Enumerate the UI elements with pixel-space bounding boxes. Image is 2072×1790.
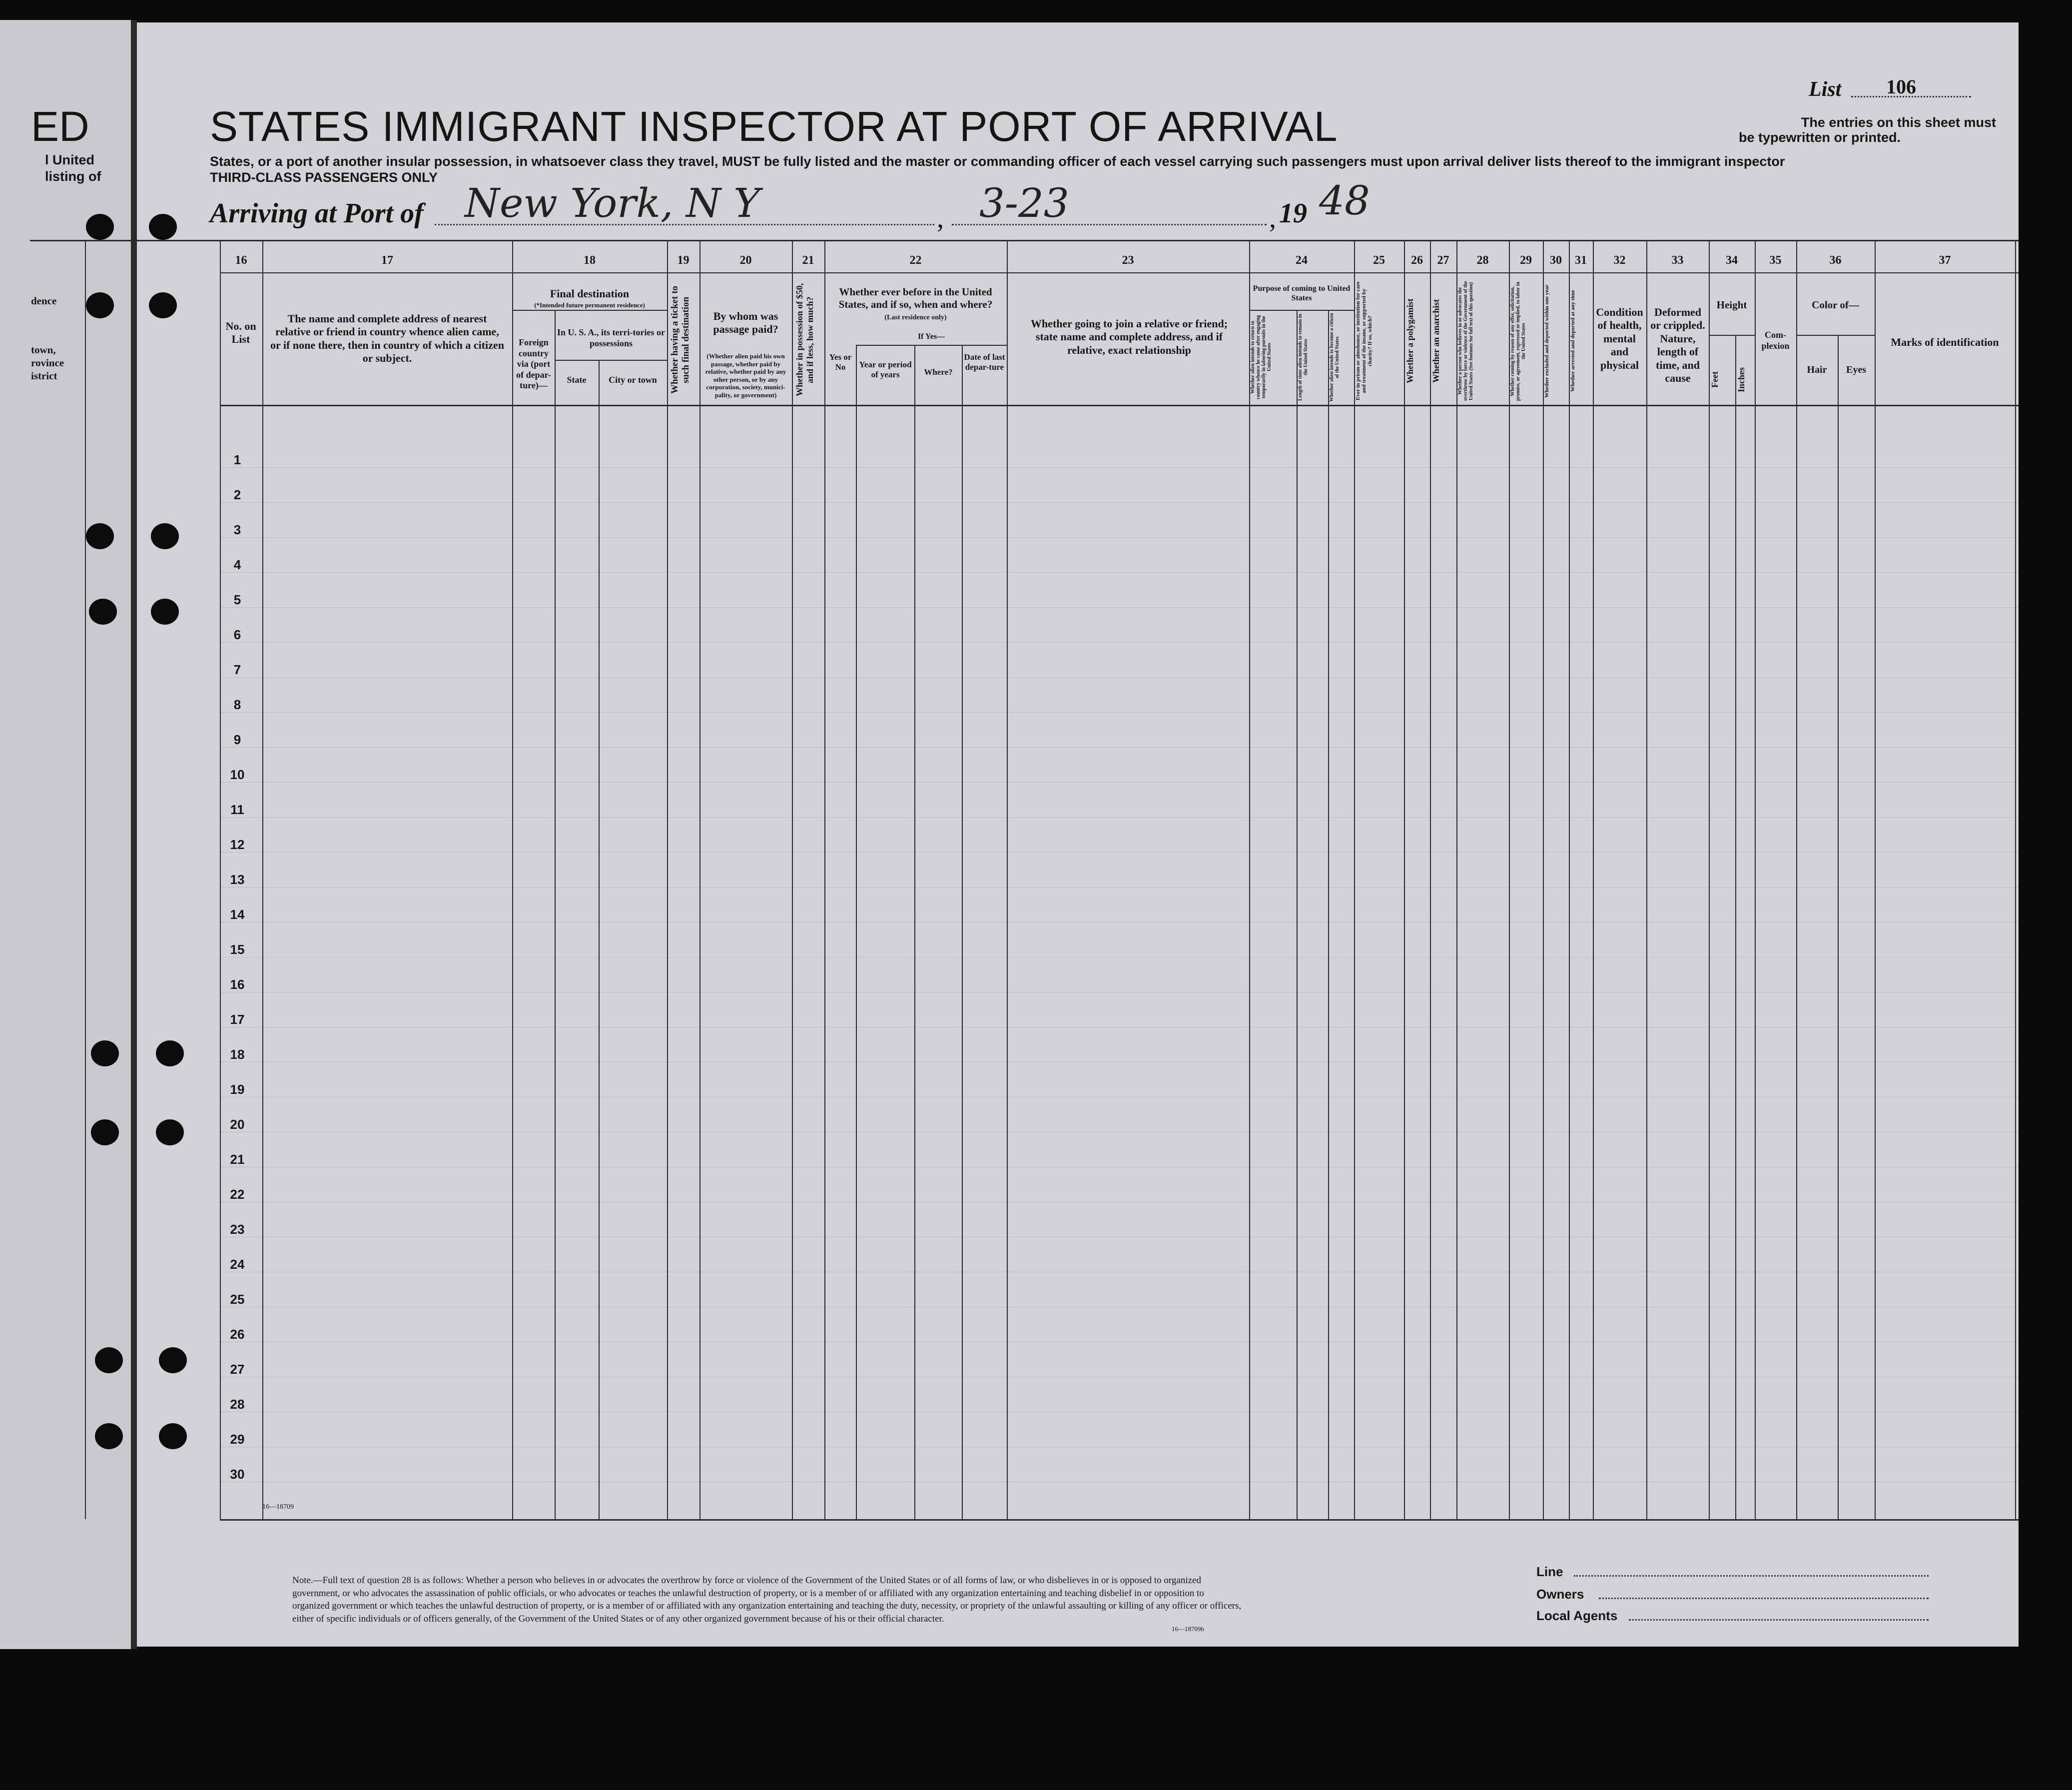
row-number: 30 (230, 1467, 245, 1482)
row-number: 27 (230, 1362, 245, 1377)
ruled-line (220, 712, 2019, 713)
col-line-18 (512, 240, 513, 1519)
col-line-22a (856, 345, 857, 1519)
row-number: 17 (230, 1012, 245, 1027)
hdr-anarchist: Whether an anarchist (1431, 299, 1441, 383)
hdr-feet: Feet (1710, 371, 1720, 388)
row-number: 18 (230, 1047, 245, 1062)
ruled-line (220, 572, 2019, 573)
col-line-24b (1328, 310, 1329, 1519)
row-number: 5 (233, 592, 241, 607)
row-number: 8 (233, 697, 241, 712)
row-number: 29 (230, 1432, 245, 1447)
date-handwritten: 3-23 (979, 180, 1069, 226)
col-line-18b (599, 360, 600, 1519)
class-note: THIRD-CLASS PASSENGERS ONLY (210, 170, 438, 185)
hdr-purpose: Purpose of coming to United States (1253, 284, 1351, 303)
arriving-label: Arriving at Port of (210, 198, 424, 229)
col-line-left-a (85, 240, 86, 1519)
row-number: 3 (233, 522, 241, 537)
row-number: 21 (230, 1152, 245, 1167)
col-line-28 (1456, 240, 1457, 1519)
row-number: 20 (230, 1117, 245, 1132)
colnum-37: 37 (1939, 254, 1951, 267)
colnum-17: 17 (381, 254, 393, 267)
form-code: 16—18709 (262, 1503, 294, 1511)
ruled-line (220, 747, 2019, 748)
col-line-22b (914, 345, 915, 1519)
row-number: 11 (230, 802, 244, 817)
col-line-27 (1430, 240, 1431, 1519)
punch-hole (95, 1347, 123, 1373)
hdr-relative-address: The name and complete address of nearest relative or friend in country whence alien came, or if none there, then in country of which a citizen or subject. (270, 312, 504, 365)
punch-hole (159, 1423, 187, 1449)
hdr-city-town: City or town (609, 375, 657, 385)
hdr-date-departure: Date of last depar-ture (964, 352, 1005, 372)
ruled-line (220, 887, 2019, 888)
colnum-29: 29 (1520, 254, 1532, 267)
col-line-22 (824, 240, 825, 1519)
colnum-31: 31 (1575, 254, 1587, 267)
col-line-21 (792, 240, 793, 1519)
punch-hole (156, 1040, 184, 1066)
punch-hole (159, 1347, 187, 1373)
punch-hole (86, 214, 114, 240)
hdr-where: Where? (924, 367, 953, 377)
colnum-32: 32 (1613, 254, 1626, 267)
hdr-join-relative: Whether going to join a relative or friend; state name and complete address, and if relative, exact relationship (1030, 317, 1228, 356)
list-number: 106 (1886, 75, 1916, 98)
rule-22-ifyes (856, 345, 1007, 346)
hdr-final-destination: Final destination (550, 287, 630, 300)
colnum-22: 22 (909, 254, 922, 267)
hdr-eyes: Eyes (1846, 364, 1866, 375)
col-line-19 (667, 240, 668, 1519)
rule-18-usa (555, 360, 667, 361)
ruled-line (220, 817, 2019, 818)
colnum-26: 26 (1411, 254, 1423, 267)
hdr-ever-before-sub: (Last residence only) (884, 314, 947, 321)
hdr-purpose-length: Length of time alien intends to remain in the United States (1298, 314, 1309, 401)
hdr-inches: Inches (1736, 367, 1746, 393)
punch-hole (151, 523, 179, 549)
colnum-23: 23 (1122, 254, 1134, 267)
left-line-2: listing of (45, 169, 101, 184)
hdr-fifty-dollars: Whether in possession of $50, and if less, how much? (794, 283, 815, 397)
colnum-34: 34 (1726, 254, 1738, 267)
row-number: 28 (230, 1397, 245, 1412)
port-handwritten: New York, N Y (465, 180, 760, 226)
hdr-ticket: Whether having a ticket to such final destination (670, 285, 691, 394)
footnote-question-28: Note.—Full text of question 28 is as follows: Whether a person who believes in or advocates the overthrow by force or violence of the Government of the United States or of all forms of law, or who disbelieves in or is opposed to organized government, or who advocates the assassination of public officials, or who advocates or teaches the unlawful destruction of property, or is a member of or affiliated with any organization entertaining and teaching disbelief in or opposition to organized government or which teaches the unlawful destruction of property, or is a member of or affiliated with any organization entertaining and teaching the duty, necessity, or propriety of the unlawful assaulting or killing of any officer or officers, either of specific individuals or of officers generally, of the Government of the United States or of any other organized government because of his or their official character. (292, 1575, 1242, 1624)
punch-hole (91, 1119, 119, 1145)
hdr-purpose-return: Whether alien intends to return to country whence he came after engaging temporarily in laboring pursuits in the United States (1250, 315, 1272, 400)
hdr-passage-paid: By whom was passage paid? (713, 310, 778, 336)
punch-hole (86, 523, 114, 549)
colnum-21: 21 (802, 254, 814, 267)
row-number: 16 (230, 977, 245, 992)
rule-18-sub (512, 310, 667, 311)
hdr-ever-before: Whether ever before in the United States, and if so, when and where? (838, 286, 993, 311)
hdr-hair: Hair (1807, 364, 1827, 375)
form-instruction: States, or a port of another insular possession, in whatsoever class they travel, MUST be fully listed and the master or commanding officer of each vessel carrying such passengers must upon arrival deliver lists thereof to the immigrant inspector (210, 154, 1785, 169)
line-field (1574, 1575, 1929, 1577)
footer-form-code: 16—18709b (1172, 1625, 1204, 1633)
punch-hole (91, 1040, 119, 1066)
col-line-25 (1354, 240, 1355, 1519)
row-number: 10 (230, 767, 245, 782)
line-label: Line (1536, 1564, 1563, 1579)
row-number: 14 (230, 907, 245, 922)
left-col-fragment-3: rovince (31, 357, 64, 369)
colnum-36: 36 (1829, 254, 1842, 267)
hdr-arrested-deported: Whether arrested and deported at any time (1570, 290, 1576, 392)
ruled-line (220, 852, 2019, 853)
col-line-34a (1735, 335, 1736, 1519)
page-gutter (131, 20, 137, 1649)
list-label: List (1809, 78, 1842, 101)
row-number: 25 (230, 1292, 245, 1307)
hdr-excluded-deported: Whether excluded and deported within one year (1544, 284, 1550, 398)
colnum-25: 25 (1373, 254, 1385, 267)
column-number-rule (220, 272, 2019, 273)
form-title: STATES IMMIGRANT INSPECTOR AT PORT OF ARRIVAL (210, 103, 1338, 150)
col-line-32 (1593, 240, 1594, 1519)
col-line-33 (1646, 240, 1647, 1519)
ruled-line (220, 467, 2019, 468)
hdr-no-on-list: No. on List (225, 320, 256, 346)
row-number: 23 (230, 1222, 245, 1237)
punch-hole (151, 599, 179, 625)
entries-note-1: The entries on this sheet must (1801, 115, 1996, 130)
col-line-29 (1509, 240, 1510, 1519)
colnum-27: 27 (1437, 254, 1449, 267)
row-number: 6 (233, 627, 241, 642)
left-col-fragment-1: dence (31, 295, 57, 307)
col-line-30 (1543, 240, 1544, 1519)
left-col-fragment-2: town, (31, 344, 56, 356)
col-line-26 (1404, 240, 1405, 1519)
col-line-35 (1755, 240, 1756, 1519)
hdr-overthrow: Whether a person who believes in or advocates the overthrow by force or violence of the Government of the United States (See footnote for full text of this question) (1457, 281, 1474, 401)
colnum-33: 33 (1671, 254, 1684, 267)
ruled-line (220, 642, 2019, 643)
hdr-foreign-country: Foreign country via (port of depar-ture)— (516, 337, 551, 391)
ruled-line (220, 607, 2019, 608)
hdr-color-of: Color of— (1812, 299, 1859, 311)
colnum-24: 24 (1296, 254, 1308, 267)
row-number: 24 (230, 1257, 245, 1272)
colnum-35: 35 (1769, 254, 1782, 267)
hdr-state: State (567, 375, 587, 385)
hdr-in-usa: In U. S. A., its terri-tories or possessions (557, 327, 665, 348)
left-line-1: l United (45, 152, 94, 167)
table-top-rule (30, 240, 2019, 241)
ruled-line (220, 677, 2019, 678)
col-line-36a (1838, 335, 1839, 1519)
rule-24-sub (1249, 310, 1354, 311)
ruled-line (220, 502, 2019, 503)
row-number: 26 (230, 1327, 245, 1342)
header-bottom-rule (220, 405, 2019, 406)
hdr-yes-no: Yes or No (829, 352, 852, 372)
hdr-marks-identification: Marks of identification (1891, 336, 1999, 348)
col-line-37 (1875, 240, 1876, 1519)
row-number: 9 (233, 732, 241, 747)
colnum-18: 18 (584, 254, 596, 267)
colnum-28: 28 (1476, 254, 1489, 267)
hdr-condition-health: Condition of health, mental and physical (1596, 306, 1643, 371)
col-line-17 (262, 240, 263, 1519)
owners-field (1599, 1598, 1929, 1599)
owners-label: Owners (1536, 1587, 1584, 1602)
colnum-16: 16 (235, 254, 247, 267)
hdr-polygamist: Whether a polygamist (1405, 298, 1415, 384)
row-number: 2 (233, 487, 241, 502)
col-line-34 (1709, 240, 1710, 1519)
row-number: 13 (230, 872, 245, 887)
col-line-right (2015, 240, 2016, 1519)
rule-36-sub (1796, 335, 1875, 336)
ruled-line (220, 537, 2019, 538)
row-number: 22 (230, 1187, 245, 1202)
comma-2: , (1269, 203, 1276, 234)
col-line-31 (1569, 240, 1570, 1519)
col-line-24 (1249, 240, 1250, 1519)
comma-1: , (937, 203, 944, 234)
hdr-if-yes: If Yes— (917, 332, 945, 341)
rule-34-sub (1709, 335, 1755, 336)
local-agents-label: Local Agents (1536, 1608, 1618, 1623)
col-line-36 (1796, 240, 1797, 1519)
colnum-20: 20 (739, 254, 752, 267)
row-number: 4 (233, 557, 241, 572)
hdr-prison-almshouse: Ever in prison or almshouse, or institution for care and treatment of the insane, or supported by charity? If so, which? (1355, 281, 1373, 401)
ruled-line (220, 782, 2019, 783)
punch-hole (89, 599, 117, 625)
col-line-22c (962, 345, 963, 1519)
row-number: 19 (230, 1082, 245, 1097)
year-handwritten: 48 (1319, 177, 1370, 224)
row-number: 15 (230, 942, 245, 957)
row-number: 1 (233, 452, 241, 467)
colnum-19: 19 (677, 254, 690, 267)
hdr-labor-offer: Whether coming by reason of any offer, solicitation, promise, or agreement, expressed or implied, to labor in the United States (1510, 281, 1526, 401)
hdr-purpose-citizen: Whether alien intends to become a citizen of the United States (1329, 313, 1340, 402)
left-title-fragment: ED (31, 103, 89, 150)
col-line-23 (1007, 240, 1008, 1519)
hdr-deformed: Deformed or crippled. Nature, length of time, and cause (1650, 306, 1705, 384)
hdr-final-destination-sub: (*Intended future permanent residence) (534, 301, 645, 309)
entries-note-2: be typewritten or printed. (1739, 130, 1901, 145)
colnum-30: 30 (1550, 254, 1562, 267)
col-line-24a (1297, 310, 1298, 1519)
punch-hole (156, 1119, 184, 1145)
punch-hole (149, 292, 177, 318)
hdr-complexion: Com-plexion (1761, 330, 1790, 351)
year-prefix: 19 (1279, 198, 1307, 229)
left-page-fragment (0, 20, 135, 1649)
hdr-passage-paid-sub: (Whether alien paid his own passage, whether paid by relative, whether paid by any other person, or by any corporation, society, munici-pality, or government) (705, 352, 786, 399)
col-line-18a (555, 310, 556, 1519)
table-bottom-rule (220, 1519, 2019, 1521)
row-number: 7 (233, 662, 241, 677)
punch-hole (86, 292, 114, 318)
col-line-20 (699, 240, 700, 1519)
punch-hole (149, 214, 177, 240)
left-col-fragment-4: istrict (31, 370, 57, 382)
hdr-year-period: Year or period of years (859, 360, 912, 380)
punch-hole (95, 1423, 123, 1449)
hdr-height: Height (1716, 299, 1747, 311)
row-number: 12 (230, 837, 245, 852)
local-agents-field (1629, 1619, 1929, 1621)
